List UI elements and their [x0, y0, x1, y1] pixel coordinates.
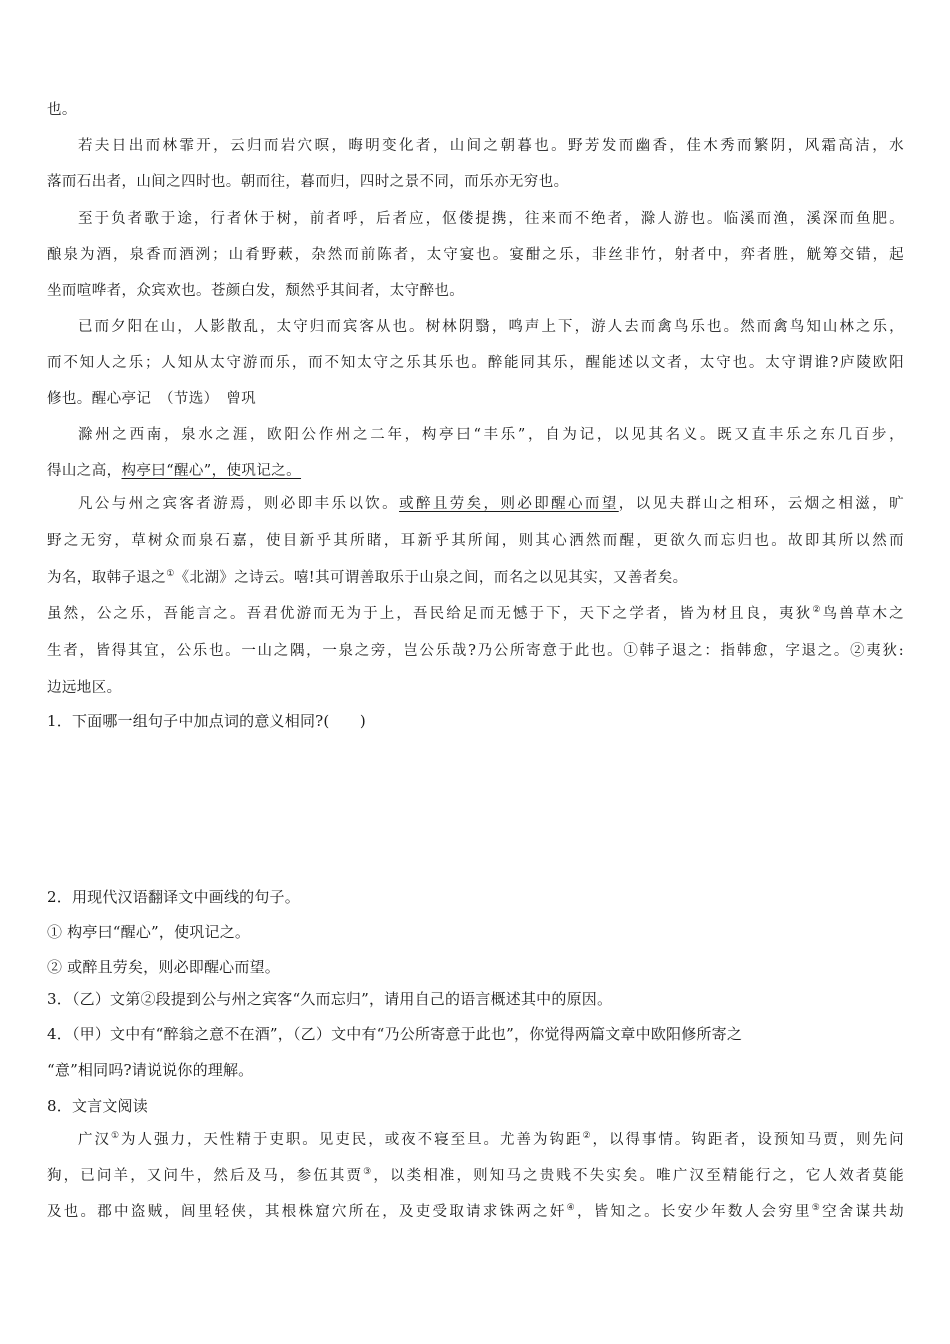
plain-text: ，以类相准，则知马之贵贱不失实矣。唯广汉至精能行之，它人效者莫能 [373, 1168, 904, 1184]
footnote-marker-2: ② [582, 1131, 593, 1142]
question-2-item-2: ② 或醉且劳矣，则必即醒心而望。 [47, 958, 280, 976]
paragraph-sunrise-line-1: 若夫日出而林霏开，云归而岩穴暝，晦明变化者，山间之朝暮也。野芳发而幽香，佳木秀而繁阴，风霜高洁，水 [78, 138, 904, 154]
section-8-heading: 8．文言文阅读 [47, 1097, 148, 1115]
footnote-marker-2: ② [812, 605, 823, 616]
plain-text: 广汉 [78, 1132, 111, 1148]
plain-text: 虽然，公之乐，吾能言之。吾君优游而无为于上，吾民给足而无憾于下，天下之学者，皆为材且良，夷狄 [47, 606, 813, 622]
plain-text: 空舍谋共劫 [822, 1204, 904, 1220]
section-8-line-3 [47, 1202, 904, 1222]
plain-text: 《北湖》之诗云。嘻!其可谓善取乐于山泉之间，而名之以见其实，又善者矣。 [174, 570, 688, 586]
paragraph-sunset-line-1: 已而夕阳在山，人影散乱，太守归而宾客从也。树林阴翳，鸣声上下，游人去而禽鸟乐也。然而禽鸟知山林之乐， [78, 319, 904, 335]
plain-text: 凡公与州之宾客者游焉，则必即丰乐以饮。 [78, 496, 400, 512]
passage-yi-para2-line-2: 野之无穷，草树众而泉石嘉，使目新乎其所睹，耳新乎其所闻，则其心洒然而醒，更欲久而忘归也。故即其所以然而 [47, 533, 904, 549]
passage-yi-para2-line-1 [78, 494, 904, 514]
question-4-line-1: 4．（甲）文中有“醉翁之意不在酒”，（乙）文中有“乃公所寄意于此也”，你觉得两篇文章中欧阳修所寄之 [47, 1025, 743, 1043]
question-3: 3．（乙）文第②段提到公与州之宾客“久而忘归”，请用自己的语言概述其中的原因。 [47, 990, 613, 1008]
question-2-item-1: ① 构亭曰“醒心”，使巩记之。 [47, 923, 251, 941]
underlined-sentence-2: 或醉且劳矣，则必即醒心而望 [399, 496, 619, 512]
question-2: 2．用现代汉语翻译文中画线的句子。 [47, 888, 300, 906]
plain-text: 及也。郡中盗贼，闾里轻侠，其根株窟穴所在，及吏受取请求铢两之奸 [47, 1204, 567, 1220]
paragraph-feast-line-2: 酿泉为酒，泉香而酒洌；山肴野蔌，杂然而前陈者，太守宴也。宴酣之乐，非丝非竹，射者中，弈者胜，觥筹交错，起 [47, 247, 904, 263]
plain-text: ，以见夫群山之相环，云烟之相滋，旷 [618, 496, 904, 512]
underlined-sentence-1: 构亭曰“醒心”，使巩记之。 [121, 463, 302, 479]
footnote-marker-5: ⑤ [811, 1203, 823, 1214]
passage-yi-para1-line-2 [47, 461, 904, 481]
question-1: 1．下面哪一组句子中加点词的意义相同?( ) [47, 712, 366, 730]
plain-text: ，以得事情。钩距者，设预知马贾，则先问 [592, 1132, 904, 1148]
passage-yi-para3-line-1 [47, 604, 904, 624]
section-8-line-1 [78, 1130, 904, 1150]
paragraph-sunset-line-2: 而不知人之乐；人知从太守游而乐，而不知太守之乐其乐也。醉能同其乐，醒能述以文者，太守也。太守谓谁?庐陵欧阳 [47, 355, 904, 371]
section-8-line-2 [47, 1166, 904, 1186]
plain-text: 得山之高， [47, 463, 122, 479]
plain-text: 为人强力，天性精于吏职。见吏民，或夜不寝至旦。尤善为钩距 [121, 1132, 583, 1148]
plain-text: 为名，取韩子退之 [47, 570, 167, 586]
question-4-line-2: “意”相同吗?请说说你的理解。 [47, 1061, 254, 1079]
paragraph-sunset-line-3: 修也。醒心亭记 （节选） 曾巩 [47, 391, 256, 407]
passage-yi-para3-line-2: 生者，皆得其宜，公乐也。一山之隅，一泉之旁，岂公乐哉?乃公所寄意于此也。①韩子退之：指韩愈，字退之。②夷狄: [47, 643, 904, 659]
passage-yi-para2-line-3 [47, 568, 904, 588]
plain-text: ，皆知之。长安少年数人会穷里 [577, 1204, 812, 1220]
plain-text: 鸟兽草木之 [822, 606, 904, 622]
passage-yi-para3-line-3: 边远地区。 [47, 680, 122, 696]
plain-text: 狗，已问羊，又问牛，然后及马，参伍其贾 [47, 1168, 364, 1184]
passage-yi-para1-line-1: 滁州之西南，泉水之涯，欧阳公作州之二年，构亭曰“丰乐”，自为记，以见其名义。既又直丰乐之东几百步， [78, 427, 904, 443]
passage-tail-line: 也。 [47, 102, 77, 118]
footnote-marker-1: ① [110, 1131, 122, 1142]
footnote-marker-4: ④ [566, 1203, 578, 1214]
footnote-marker-3: ③ [363, 1167, 374, 1178]
paragraph-sunrise-line-2: 落而石出者，山间之四时也。朝而往，暮而归，四时之景不同，而乐亦无穷也。 [47, 174, 569, 190]
footnote-marker-1: ① [166, 569, 175, 580]
paragraph-feast-line-1: 至于负者歌于途，行者休于树，前者呼，后者应，伛偻提携，往来而不绝者，滁人游也。临溪而渔，溪深而鱼肥。 [78, 211, 904, 227]
paragraph-feast-line-3: 坐而喧哗者，众宾欢也。苍颜白发，颓然乎其间者，太守醉也。 [47, 283, 465, 299]
